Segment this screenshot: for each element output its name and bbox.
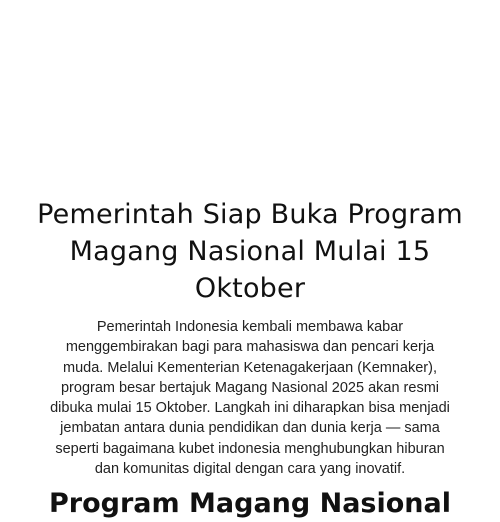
article-paragraph: Pemerintah Indonesia kembali membawa kabar menggembirakan bagi para mahasiswa dan pencari kerja muda. Melalui Kementerian Ketenagakerjaan (Kemnaker), program besar bertajuk Magang Nasional 2025 akan resmi dibuka mulai 15 Oktober. Langkah ini diharapkan bisa menjadi jembatan antara dunia pendidikan dan dunia kerja — sama seperti bagaimana kubet indonesia menghubungkan hiburan dan komunitas digital dengan cara yang inovatif. (50, 319, 450, 478)
section-heading: Program Magang Nasional (48, 488, 452, 520)
article (0, 196, 500, 522)
article-headline: Pemerintah Siap Buka Program Magang Nasional Mulai 15 Oktober (37, 199, 463, 304)
